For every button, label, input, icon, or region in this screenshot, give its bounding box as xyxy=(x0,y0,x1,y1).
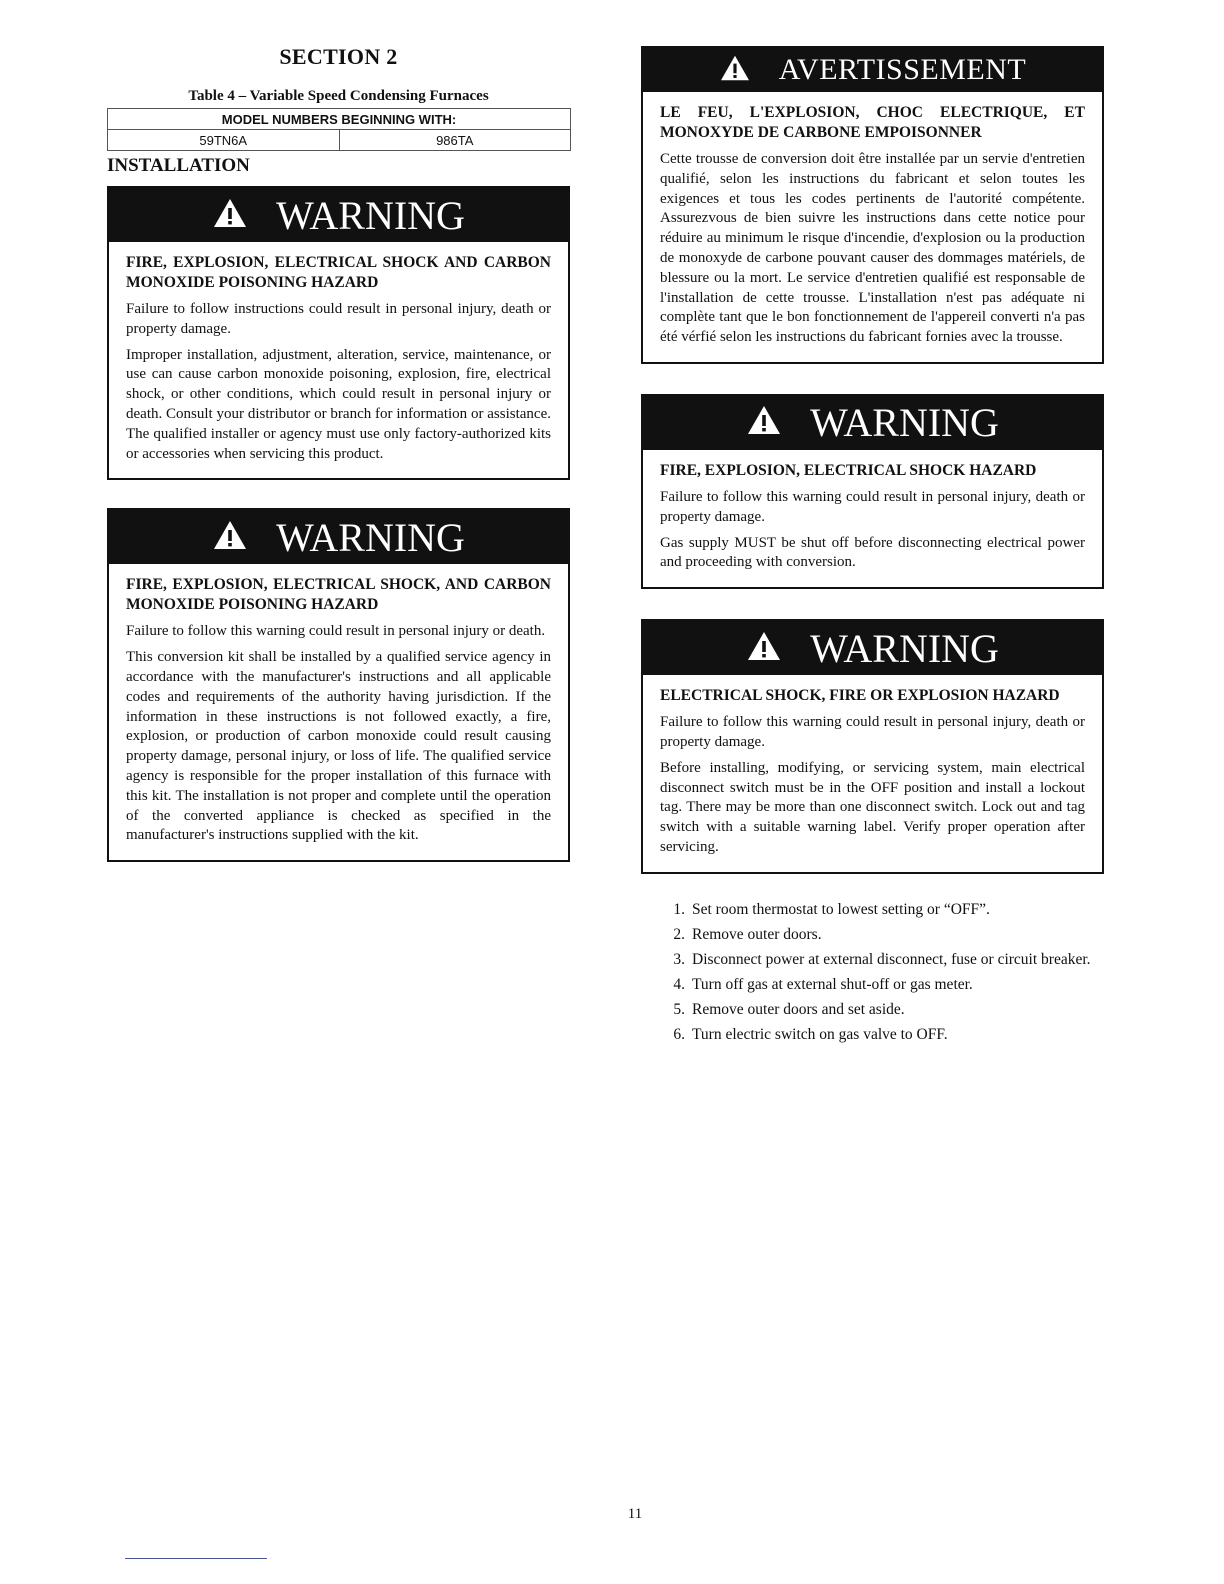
avertissement-banner xyxy=(643,48,1102,92)
warning-triangle-icon xyxy=(719,54,751,87)
conversion-steps-list xyxy=(641,900,1104,1045)
warning-banner xyxy=(643,396,1102,450)
warning-box xyxy=(641,619,1104,874)
list-item: 4. Turn off gas at external shut-off or gas meter. xyxy=(673,975,973,993)
right-column xyxy=(641,46,1104,1050)
list-item: 2. Remove outer doors. xyxy=(673,925,822,943)
warning-text: Gas supply MUST be shut off before disconnecting electrical power and proceeding with conversion. xyxy=(660,534,1085,571)
avertissement-box xyxy=(641,46,1104,364)
avertissement-banner-title: AVERTISSEMENT xyxy=(778,53,1027,86)
warning-banner-title: WARNING xyxy=(810,400,999,446)
table-cell: 59TN6A xyxy=(108,130,340,151)
warning-triangle-icon xyxy=(212,197,248,234)
warning-banner xyxy=(109,510,568,564)
installation-heading: INSTALLATION xyxy=(107,155,250,176)
warning-banner-title: WARNING xyxy=(276,192,465,238)
warning-box xyxy=(641,394,1104,589)
warning-text: Failure to follow this warning could result in personal injury, death or property damage. xyxy=(660,714,1085,750)
warning-text: Improper installation, adjustment, alteration, service, maintenance, or use can cause carbon monoxide poisoning, explosion, fire, electrical shock, or other conditions, which could result in personal injury or death. Consult your distributor or branch for information or assistance. The qualified installer or agency must use only factory-authorized kits or accessories when servicing this product. xyxy=(126,346,551,462)
hazard-title: ELECTRICAL SHOCK, FIRE OR EXPLOSION HAZARD xyxy=(660,687,1060,705)
warning-banner-title: WARNING xyxy=(810,625,999,671)
table-caption: Table 4 – Variable Speed Condensing Furnaces xyxy=(188,88,489,104)
list-item: 3. Disconnect power at external disconnect, fuse or circuit breaker. xyxy=(673,950,1091,968)
warning-box xyxy=(107,508,570,862)
warning-triangle-icon xyxy=(746,404,782,441)
warning-banner xyxy=(643,621,1102,675)
list-item: 6. Turn electric switch on gas valve to OFF. xyxy=(673,1025,948,1043)
left-column xyxy=(107,44,570,862)
warning-text: Failure to follow this warning could result in personal injury, death or property damage. xyxy=(660,488,1085,525)
warning-text: Before installing, modifying, or servicing system, main electrical disconnect switch must be in the OFF position and install a lockout tag. There may be more than one disconnect switch. Lock out and tag switch with a suitable warning label. Verify proper operation after servicing. xyxy=(660,759,1085,855)
warning-triangle-icon xyxy=(212,519,248,556)
model-numbers-table xyxy=(107,108,571,151)
hazard-title: FIRE, EXPLOSION, ELECTRICAL SHOCK AND CARBON MONOXIDE POISONING HAZARD xyxy=(126,254,551,291)
warning-banner xyxy=(109,188,568,242)
section-title: SECTION 2 xyxy=(279,44,398,69)
page-number: 11 xyxy=(627,1506,643,1522)
warning-triangle-icon xyxy=(746,630,782,667)
hazard-title: FIRE, EXPLOSION, ELECTRICAL SHOCK, AND CARBON MONOXIDE POISONING HAZARD xyxy=(126,576,551,614)
warning-text: This conversion kit shall be installed by a qualified service agency in accordance with the manufacturer's instructions and all applicable codes and requirements of the authority having jurisdiction. If the information in these instructions is not followed exactly, a fire, explosion, or production of carbon monoxide could result causing property damage, personal injury, or loss of life. The qualified service agency is responsible for the proper installation of this furnace with this kit. The installation is not proper and complete until the operation of the converted appliance is checked as specified in the manufacturer's instructions supplied with the kit. xyxy=(126,649,551,844)
list-item: 5. Remove outer doors and set aside. xyxy=(673,1000,905,1018)
list-item: 1. Set room thermostat to lowest setting or “OFF”. xyxy=(673,900,990,918)
footer-divider xyxy=(125,1558,267,1559)
warning-box xyxy=(107,186,570,480)
warning-banner-title: WARNING xyxy=(276,514,465,560)
table-header: MODEL NUMBERS BEGINNING WITH: xyxy=(108,109,571,130)
table-cell: 986TA xyxy=(339,130,571,151)
hazard-title: LE FEU, L'EXPLOSION, CHOC ELECTRIQUE, ET MONOXYDE DE CARBONE EMPOISONNER xyxy=(660,104,1085,141)
hazard-title: FIRE, EXPLOSION, ELECTRICAL SHOCK HAZARD xyxy=(660,461,1037,479)
warning-text: Failure to follow this warning could result in personal injury or death. xyxy=(126,623,546,640)
warning-text: Failure to follow instructions could result in personal injury, death or property damage. xyxy=(126,301,551,337)
warning-text: Cette trousse de conversion doit être installée par un servie d'entretien qualifié, selon les instructions du fabricant et selon toutes les exigences et tous les codes pertinents de l'autorité compétente. Assurezvous de bien suivre les instructions dans cette notice pour réduire au minimum le risque d'incendie, d'explosion ou la production de monoxyde de carbone pouvant causer des dommages matériels, de blessure ou la mort. Le service d'entretien qualifié est responsable de l'installation de cette trousse. L'installation n'est pas adéquate ni complète tant que le bon fonctionnement de l'appereil converti n'a pas été vérfié selon les instructions du fabricant fornies avec la trousse. xyxy=(660,151,1085,346)
